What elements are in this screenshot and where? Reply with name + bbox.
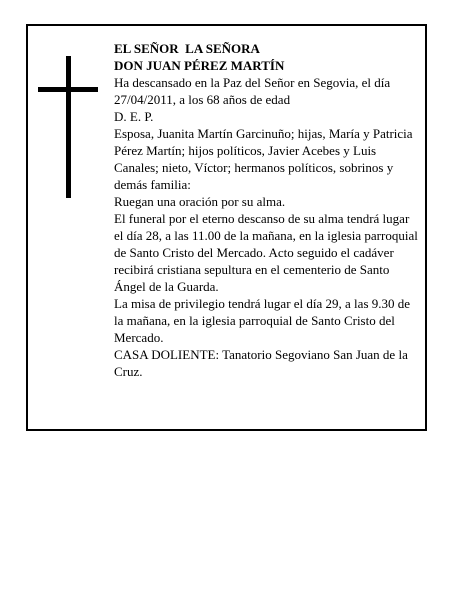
funeral-details: El funeral por el eterno descanso de su alma tendrá lugar el día 28, a las 11.00 de la mañana, en la iglesia parroquial de Santo Cristo del Mercado. Acto seguido el cadáver recibirá cristiana sepultura en el cementerio de Santo Ángel de la Guarda. [114, 211, 418, 294]
cross-vertical-bar [66, 56, 71, 198]
cross-horizontal-bar [38, 87, 98, 92]
obituary-notice [26, 24, 427, 431]
deceased-name: DON JUAN PÉREZ MARTÍN [114, 58, 285, 73]
heading-line-1: EL SEÑOR LA SEÑORA [114, 41, 260, 56]
prayer-request: Ruegan una oración por su alma. [114, 194, 286, 209]
death-announcement: Ha descansado en la Paz del Señor en Segovia, el día 27/04/2011, a los 68 años de edad [114, 75, 391, 107]
latin-cross-icon [38, 56, 98, 198]
notice-text [114, 40, 418, 380]
mass-details: La misa de privilegio tendrá lugar el día 29, a las 9.30 de la mañana, en la iglesia parroquial de Santo Cristo del Mercado. [114, 296, 411, 345]
family-list: Esposa, Juanita Martín Garcinuño; hijas, María y Patricia Pérez Martín; hijos políticos, Javier Acebes y Luis Canales; nieto, Víctor; hermanos políticos, sobrinos y demás familia: [114, 126, 413, 192]
funeral-home: CASA DOLIENTE: Tanatorio Segoviano San Juan de la Cruz. [114, 347, 408, 379]
dep-line: D. E. P. [114, 109, 154, 124]
